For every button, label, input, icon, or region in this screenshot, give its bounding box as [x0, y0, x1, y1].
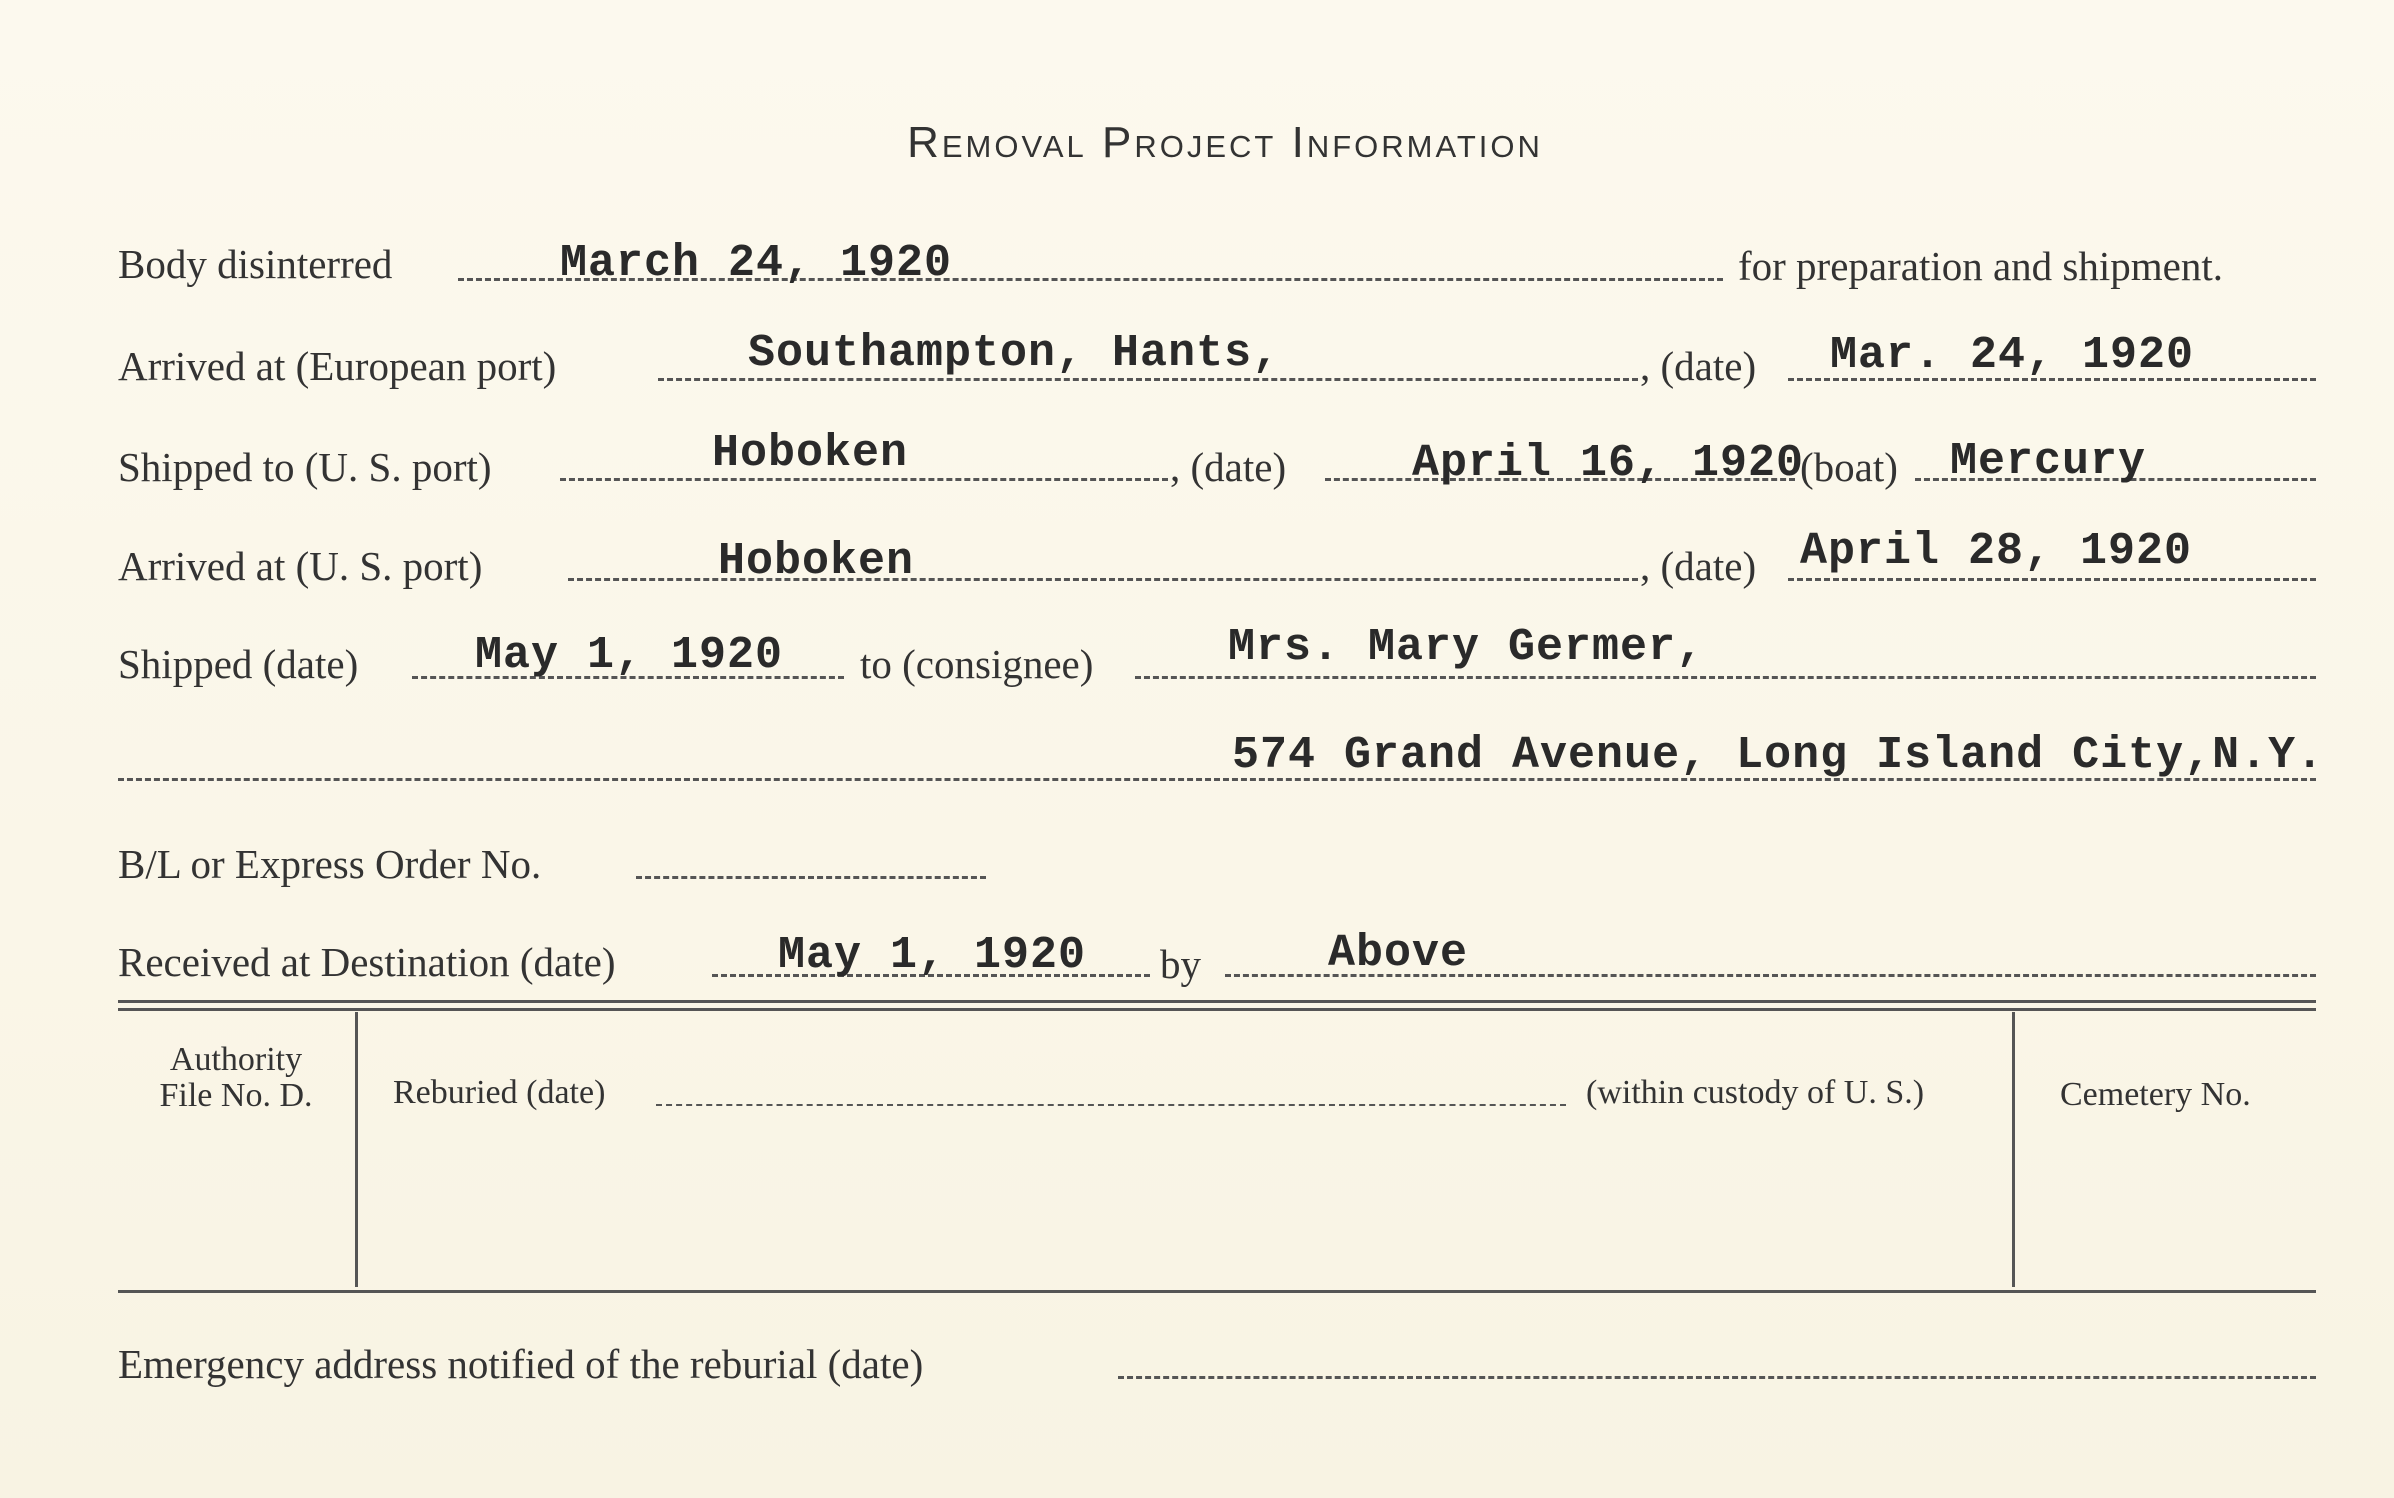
bl-order-line: [636, 876, 986, 879]
received-value: May 1, 1920: [778, 930, 1087, 981]
shipped-us-boat: Mercury: [1950, 436, 2147, 487]
shipped-date-value: May 1, 1920: [475, 630, 784, 681]
authority-line1: Authority: [169, 1041, 303, 1078]
cemetery-label: Cemetery No.: [2060, 1076, 2251, 1113]
shipped-us-date-label: , (date): [1170, 444, 1287, 490]
reburied-label: Reburied (date): [393, 1074, 606, 1111]
emergency-label: Emergency address notified of the reburial (date): [118, 1341, 924, 1387]
consignee-line: [1135, 676, 2316, 679]
received-label: Received at Destination (date): [118, 939, 616, 985]
shipped-us-date: April 16, 1920: [1412, 438, 1805, 489]
reburied-line: [656, 1104, 1566, 1106]
shipped-us-value: Hoboken: [712, 428, 909, 479]
arrived-us-date-label: , (date): [1640, 543, 1757, 589]
body-disinterred-value: March 24, 1920: [560, 238, 953, 289]
shipped-us-label: Shipped to (U. S. port): [118, 444, 492, 490]
double-rule-bottom: [118, 1008, 2316, 1011]
body-disinterred-label: Body disinterred: [118, 241, 393, 287]
arrived-us-label: Arrived at (U. S. port): [118, 543, 483, 589]
consignee-value: Mrs. Mary Germer,: [1228, 622, 1705, 673]
double-rule-top: [118, 1000, 2316, 1003]
arrived-european-date: Mar. 24, 1920: [1830, 330, 2195, 381]
authority-divider: [355, 1012, 358, 1287]
cemetery-divider: [2012, 1012, 2015, 1287]
consignee-address: 574 Grand Avenue, Long Island City,N.Y.: [1232, 730, 2325, 781]
card-title: Removal Project Information: [907, 118, 1543, 167]
emergency-line: [1118, 1376, 2316, 1379]
body-disinterred-suffix: for preparation and shipment.: [1738, 243, 2224, 289]
arrived-us-date: April 28, 1920: [1800, 526, 2193, 577]
reburied-suffix: (within custody of U. S.): [1586, 1074, 1925, 1111]
box-bottom-rule: [118, 1290, 2316, 1293]
shipped-date-label: Shipped (date): [118, 641, 359, 687]
arrived-european-value: Southampton, Hants,: [748, 328, 1281, 379]
received-by-label: by: [1160, 941, 1201, 987]
arrived-us-date-line: [1788, 578, 2316, 581]
arrived-european-label: Arrived at (European port): [118, 343, 557, 389]
bl-order-label: B/L or Express Order No.: [118, 841, 542, 887]
arrived-european-date-label: , (date): [1640, 343, 1757, 389]
shipped-us-boat-label: (boat): [1800, 444, 1898, 490]
consignee-label: to (consignee): [860, 641, 1094, 687]
arrived-us-value: Hoboken: [718, 536, 915, 587]
authority-label: [120, 1042, 352, 1113]
authority-line2: File No. D.: [159, 1076, 313, 1114]
received-by-value: Above: [1328, 928, 1469, 979]
